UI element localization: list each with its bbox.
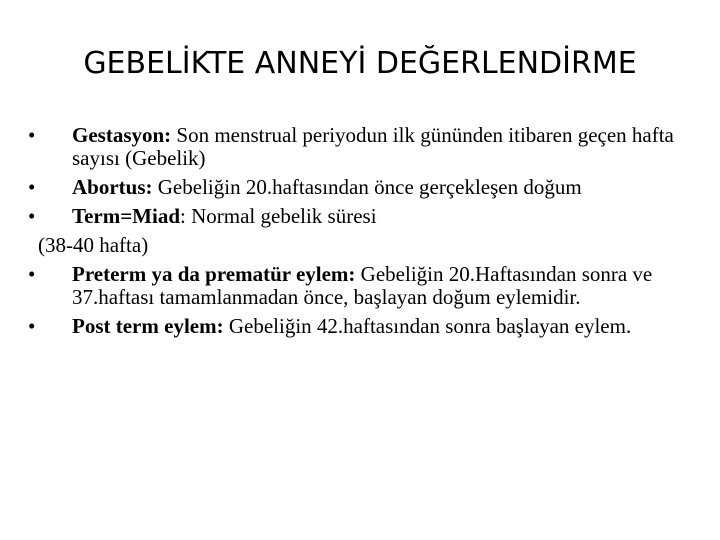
bullet-list xyxy=(28,124,688,344)
term-definition: Gebeliğin 20.haftasından önce gerçekleşen doğum xyxy=(152,175,582,199)
list-item-abortus xyxy=(28,176,688,199)
term-definition: Gebeliğin 42.haftasından sonra başlayan eylem. xyxy=(223,314,632,338)
list-item-preterm xyxy=(28,263,688,309)
term-label: Post term eylem: xyxy=(72,314,224,338)
term-label: Preterm ya da prematür eylem: xyxy=(72,262,356,286)
term-definition: Son menstrual periyodun ilk gününden itibaren geçen hafta sayısı (Gebelik) xyxy=(72,123,674,170)
list-item-gestasyon xyxy=(28,124,688,170)
term-note: (38-40 hafta) xyxy=(38,233,149,257)
term-label: Term=Miad xyxy=(72,204,181,228)
list-item-term-miad xyxy=(28,205,688,228)
term-definition: Gebeliğin 20.Haftasından sonra ve 37.haftası tamamlanmadan önce, başlayan doğum eylemidir. xyxy=(72,262,653,309)
bullet-icon: • xyxy=(28,175,36,199)
slide-title: GEBELİKTE ANNEYİ DEĞERLENDİRME xyxy=(83,46,637,81)
term-definition: : Normal gebelik süresi xyxy=(180,204,377,228)
term-label: Abortus: xyxy=(72,175,153,199)
list-item-post-term xyxy=(28,315,688,338)
bullet-icon: • xyxy=(28,204,36,228)
term-label: Gestasyon: xyxy=(72,123,172,147)
bullet-icon: • xyxy=(28,123,36,147)
bullet-icon: • xyxy=(28,262,36,286)
bullet-icon: • xyxy=(28,314,36,338)
